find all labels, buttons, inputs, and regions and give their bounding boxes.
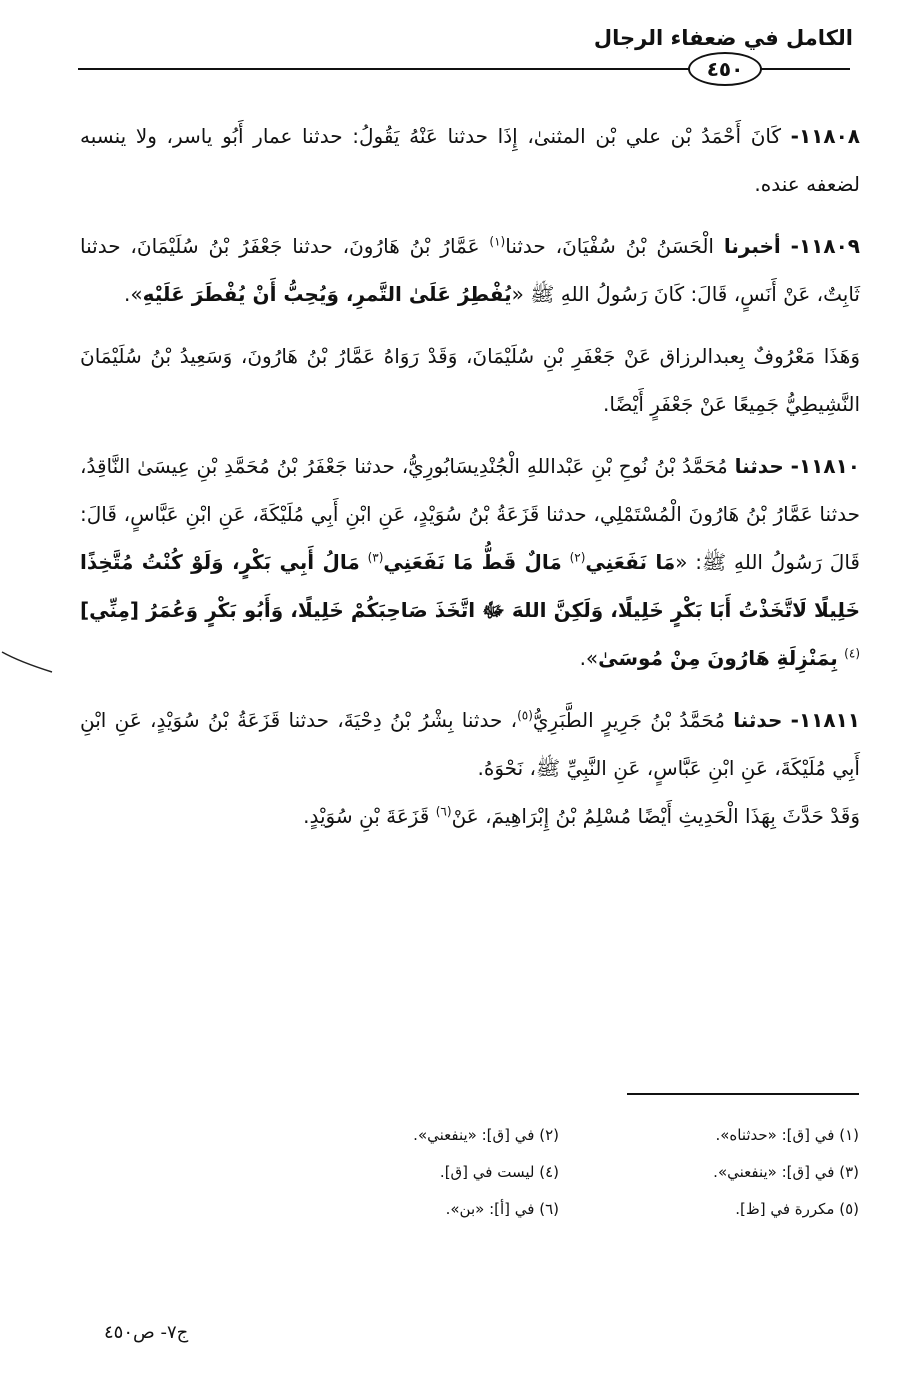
entry-text: قَزَعَةَ بْنِ سُوَيْدٍ. — [303, 804, 430, 828]
hadith-quote: مَالٌ قَطُّ مَا نَفَعَنِي — [383, 550, 562, 574]
header-rule — [78, 68, 690, 70]
footnote: (١) في [ق]: «حدثناه». — [715, 1125, 859, 1144]
entry-text: عَمَّارُ بْنُ هَارُونَ، حدثنا جَعْفَرُ بْنُ سُلَيْمَانَ، حدثنا ثَابِتٌ، عَنْ أَنَسٍ، قَالَ: كَانَ رَسُولُ اللهِ ﷺ — [80, 234, 860, 306]
hadith-11811 — [80, 696, 860, 792]
margin-pen-mark — [0, 640, 60, 690]
entry-text: وَهَذَا مَعْرُوفٌ بِعبدالرزاق عَنْ جَعْفَرِ بْنِ سُلَيْمَانَ، وَقَدْ رَوَاهُ عَمَّارُ بْنُ هَارُونَ، وَسَعِيدُ بْنُ سُلَيْمَانَ النَّشِيطِيُّ جَمِيعًا عَنْ جَعْفَرٍ أَيْضًا. — [80, 344, 860, 416]
quote-close: ». — [124, 282, 143, 306]
footnote-row — [259, 1153, 859, 1190]
entry-number: ١١٨١٠- — [790, 454, 860, 478]
hadith-11808 — [80, 112, 860, 208]
book-title: الكامل في ضعفاء الرجال — [593, 26, 853, 50]
footnote-ref: (٤) — [844, 646, 860, 661]
footnote: (٤) ليست في [ق]. — [439, 1162, 559, 1181]
hadith-quote: مَا نَفَعَنِي — [585, 550, 676, 574]
footnote-ref: (٣) — [367, 550, 384, 565]
footnote: (٣) في [ق]: «ينفعني». — [713, 1162, 859, 1181]
hadith-quote: بِمَنْزِلَةِ هَارُونَ مِنْ مُوسَىٰ — [598, 646, 838, 670]
entry-number: ١١٨٠٨- — [790, 124, 860, 148]
entry-text: مُحَمَّدُ بْنُ نُوحِ بْنِ عَبْداللهِ الْجُنْدِيسَابُورِيُّ، حدثنا جَعْفَرُ بْنُ مُحَمَّدِ بْنِ عِيسَىٰ النَّاقِدُ، حدثنا عَمَّارُ بْنُ هَارُونَ الْمُسْتَمْلِي، حدثنا قَزَعَةُ بْنُ سُوَيْدٍ، عَنِ ابْنِ أَبِي مُلَيْكَةَ، عَنِ ابْنِ عَبَّاسٍ، قَالَ: قَالَ رَسُولُ اللهِ ﷺ: « — [80, 454, 860, 574]
page-number: ٤٥٠ — [706, 57, 744, 81]
footnote-ref: (٥) — [517, 708, 533, 723]
footnotes — [259, 1116, 859, 1227]
entry-number: ١١٨١١- — [790, 708, 860, 732]
main-text — [80, 112, 860, 854]
hadith-11809 — [80, 222, 860, 318]
footnote-separator — [627, 1093, 859, 1095]
entry-text: مُحَمَّدُ بْنُ جَرِيرٍ الطَّبَرِيُّ — [532, 708, 725, 732]
quote-close: ». — [579, 646, 599, 670]
header-rule-short — [760, 68, 850, 70]
footnote: (٥) مكررة في [ظ]. — [735, 1199, 859, 1218]
footnote-row — [259, 1116, 859, 1153]
entry-text: وَقَدْ حَدَّثَ بِهَذَا الْحَدِيثِ أَيْضًا مُسْلِمُ بْنُ إِبْرَاهِيمَ، عَنْ — [451, 804, 860, 828]
hadith-quote: مَالُ أَبِي بَكْرٍ، وَلَوْ كُنْتُ مُتَّخِذًا خَلِيلًا لَاتَّخَذْتُ أَبَا بَكْرٍ خَلِيلًا، وَلَكِنَّ اللهَ ﷻ اتَّخَذَ صَاحِبَكُمْ خَلِيلًا، وَأَبُو بَكْرٍ وَعُمَرُ [مِنِّي] — [80, 550, 860, 622]
entry-text: ، حدثنا بِشْرُ بْنُ دِحْيَةَ، حدثنا قَزَعَةُ بْنُ سُوَيْدٍ، عَنِ ابْنِ أَبِي مُلَيْكَةَ، عَنِ ابْنِ عَبَّاسٍ، عَنِ النَّبِيِّ ﷺ، نَحْوَهُ. — [80, 708, 860, 780]
entry-text: الْحَسَنُ بْنُ سُفْيَانَ، حدثنا — [505, 234, 714, 258]
quote-open: « — [511, 282, 524, 306]
narration-keyword: أخبرنا — [723, 234, 781, 258]
page-number-badge — [688, 52, 762, 86]
footnote-row — [259, 1190, 859, 1227]
footnote: (٢) في [ق]: «ينفعني». — [413, 1125, 559, 1144]
hadith-quote: يُفْطِرُ عَلَىٰ التَّمرِ، وَيُحِبُّ أَنْ يُفْطَرَ عَلَيْهِ — [142, 282, 512, 306]
footnote-ref: (١) — [489, 234, 506, 249]
narration-keyword: حدثنا — [734, 454, 784, 478]
entry-text: كَانَ أَحْمَدُ بْن علي بْن المثنىٰ، إِذَا حدثنا عَنْهُ يَقُولُ: حدثنا عمار أَبُو ياسر، ولا ينسبه لضعفه عنده. — [80, 124, 860, 196]
entry-number: ١١٨٠٩- — [790, 234, 860, 258]
volume-page-reference: ج٧- ص٤٥٠ — [104, 1322, 189, 1343]
footnote-ref: (٢) — [569, 550, 586, 565]
closing-note — [80, 792, 860, 840]
footnote-ref: (٦) — [435, 804, 452, 819]
narration-keyword: حدثنا — [733, 708, 783, 732]
commentary — [80, 332, 860, 428]
footnote: (٦) في [أ]: «بن». — [445, 1199, 559, 1218]
hadith-11810 — [80, 442, 860, 682]
